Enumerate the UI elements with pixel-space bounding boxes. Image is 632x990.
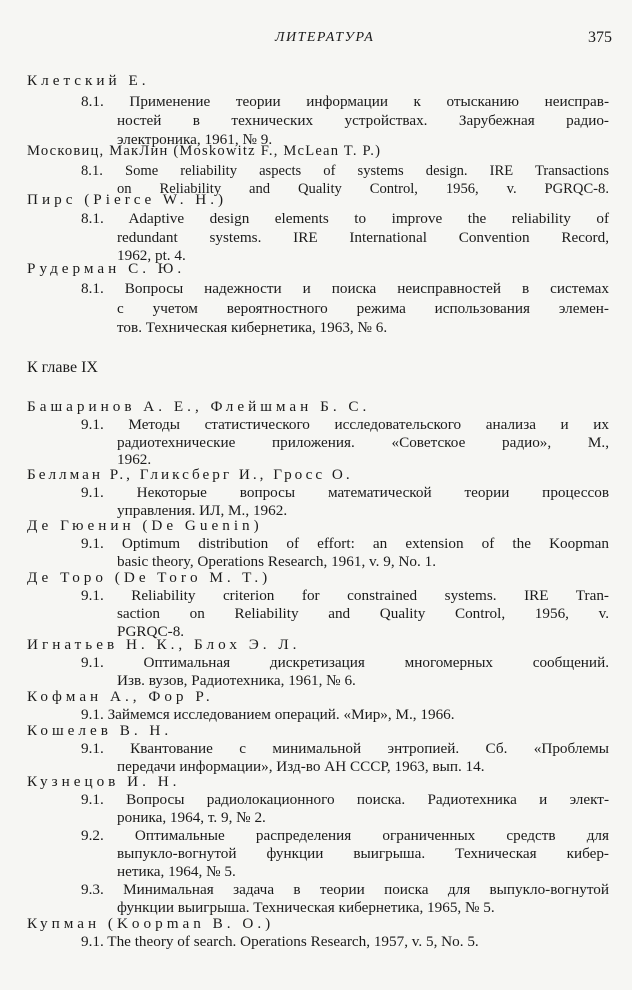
page-number: 375 <box>588 29 612 46</box>
author-line: Рудерман С. Ю. <box>27 260 186 277</box>
reference-entry: 9.1. Методы статистического исследовательского анализа и их <box>81 416 609 433</box>
reference-line: 1962. <box>117 451 152 468</box>
reference-entry: 8.1. Some reliability aspects of systems design. IRE Transactions <box>81 163 609 179</box>
reference-entry: 9.2. Оптимальные распределения ограниченных средств для <box>81 827 609 844</box>
reference-entry: 9.1. The theory of search. Operations Research, 1957, v. 5, No. 5. <box>81 933 479 950</box>
reference-entry: 9.3. Минимальная задача в теории поиска для выпукло-вогнутой <box>81 881 609 898</box>
reference-entry: 9.1. Некоторые вопросы математической теории процессов <box>81 484 609 501</box>
author-line: Кофман А., Фор Р. <box>27 688 214 705</box>
running-title: ЛИТЕРАТУРА <box>275 30 375 45</box>
author-line: Клетский Е. <box>27 72 150 89</box>
reference-entry: 9.1. Квантование с минимальной энтропией. Сб. «Проблемы <box>81 740 609 757</box>
author-line: Башаринов А. Е., Флейшман Б. С. <box>27 398 371 415</box>
reference-line: функции выигрыша. Техническая кибернетика, 1965, № 5. <box>117 899 495 916</box>
reference-line: 1962, pt. 4. <box>117 247 186 264</box>
reference-line: нетика, 1964, № 5. <box>117 863 236 880</box>
reference-line: redundant systems. IRE International Convention Record, <box>117 229 609 246</box>
author-line: Игнатьев Н. К., Блох Э. Л. <box>27 636 301 653</box>
reference-entry: 9.1. Займемся исследованием операций. «Мир», М., 1966. <box>81 706 455 723</box>
reference-entry: 8.1. Применение теории информации к отысканию неисправ- <box>81 93 609 110</box>
reference-entry: 9.1. Reliability criterion for constrained systems. IRE Tran- <box>81 587 609 604</box>
reference-line: электроника, 1961, № 9. <box>117 131 273 148</box>
author-line: Кузнецов И. Н. <box>27 773 181 790</box>
reference-line: saction on Reliability and Quality Control, 1956, v. <box>117 605 609 622</box>
reference-line: выпукло-вогнутой функции выигрыша. Техническая кибер- <box>117 845 609 862</box>
reference-line: роника, 1964, т. 9, № 2. <box>117 809 266 826</box>
author-line: Московиц, МакЛин (Moskowitz F., McLean T. P.) <box>27 143 382 159</box>
author-line: Де Торо (De Toro M. T.) <box>27 569 272 586</box>
reference-line: управления. ИЛ, М., 1962. <box>117 502 288 519</box>
reference-line: on Reliability and Quality Control, 1956, v. PGRQC-8. <box>117 181 609 197</box>
reference-entry: 9.1. Вопросы радиолокационного поиска. Радиотехника и элект- <box>81 791 609 808</box>
reference-line: ностей в технических устройствах. Зарубежная радио- <box>117 112 609 129</box>
reference-line: Изв. вузов, Радиотехника, 1961, № 6. <box>117 672 356 689</box>
page-header <box>0 30 632 52</box>
reference-line: с учетом вероятностного режима использования элемен- <box>117 300 609 317</box>
reference-line: передачи информации», Изд-во АН СССР, 1963, вып. 14. <box>117 758 485 775</box>
reference-entry: 9.1. Оптимальная дискретизация многомерных сообщений. <box>81 654 609 671</box>
author-line: Купман (Koopman B. O.) <box>27 915 275 932</box>
reference-entry: 8.1. Adaptive design elements to improve the reliability of <box>81 210 609 227</box>
reference-entry: 8.1. Вопросы надежности и поиска неисправностей в системах <box>81 280 609 297</box>
reference-entry: 9.1. Optimum distribution of effort: an extension of the Koopman <box>81 535 609 552</box>
reference-line: тов. Техническая кибернетика, 1963, № 6. <box>117 319 388 336</box>
reference-line: basic theory, Operations Research, 1961, v. 9, No. 1. <box>117 553 436 570</box>
reference-line: радиотехнические приложения. «Советское радио», М., <box>117 434 609 451</box>
reference-line: PGRQC-8. <box>117 623 185 640</box>
section-heading: К главе IX <box>27 359 98 376</box>
author-line: Кошелев В. Н. <box>27 722 173 739</box>
author-line: Беллман Р., Гликсберг И., Гросс О. <box>27 466 353 483</box>
author-line: Де Гюенин (De Guenin) <box>27 517 263 534</box>
author-line: Пирс (Pierce W. H.) <box>27 191 228 208</box>
